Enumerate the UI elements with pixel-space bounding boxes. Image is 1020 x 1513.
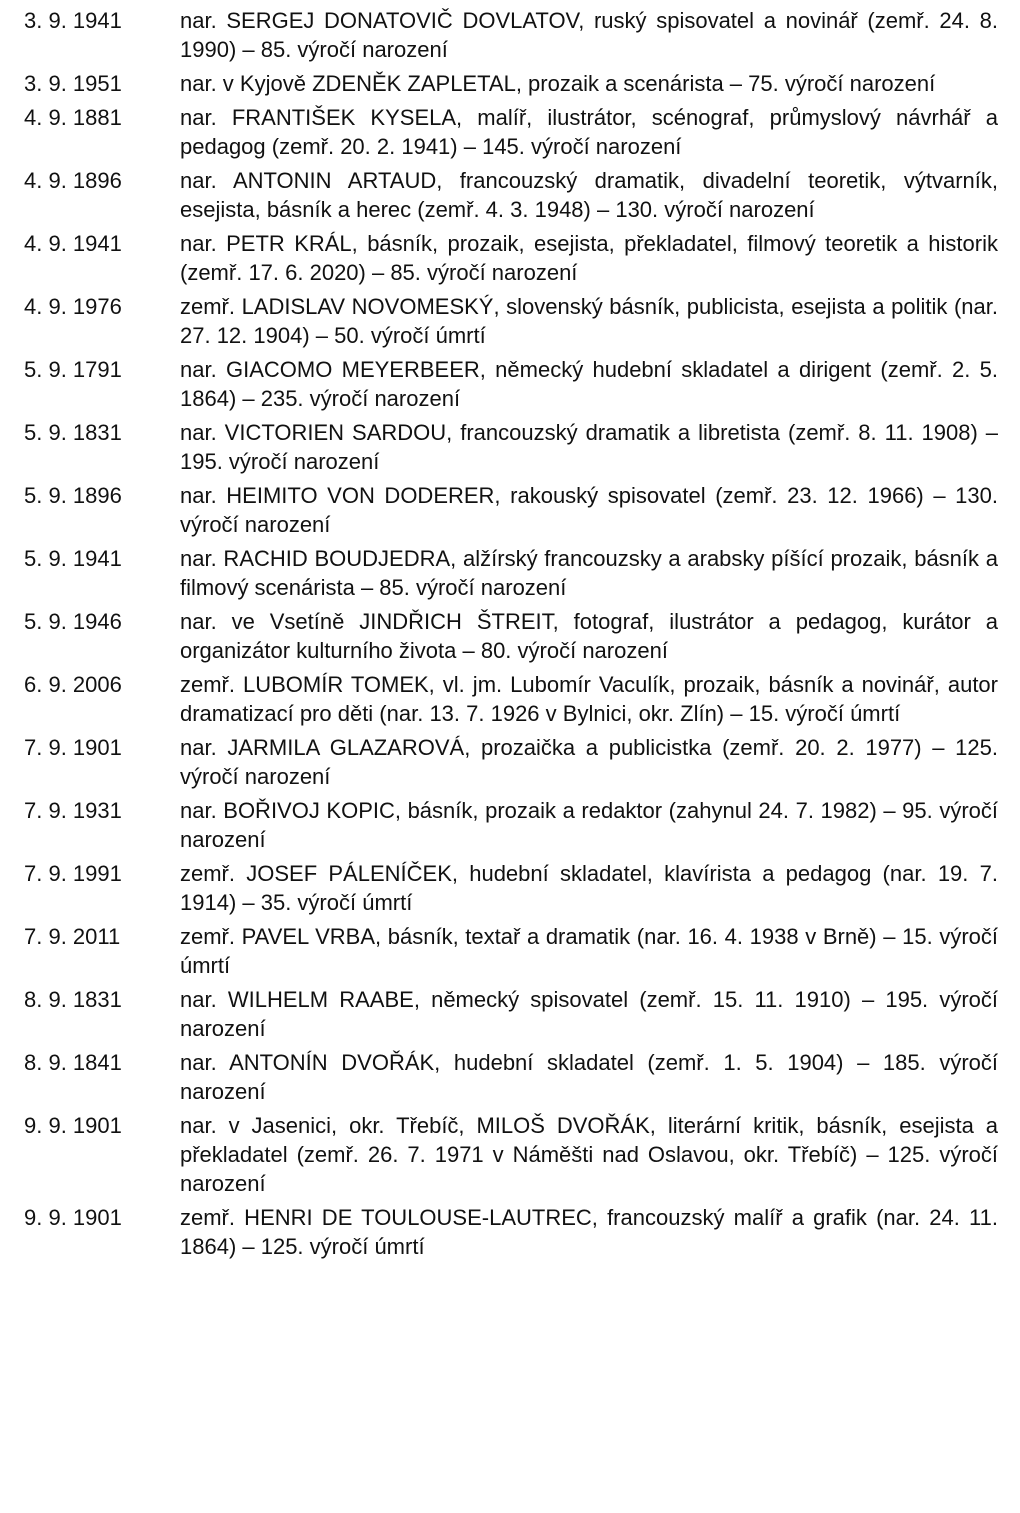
- entry-date: 5. 9. 1831: [24, 420, 122, 445]
- list-item: [0, 733, 1020, 791]
- list-item: [0, 1203, 1020, 1261]
- entry-date: 3. 9. 1951: [24, 71, 122, 96]
- list-item: [0, 418, 1020, 476]
- entry-text: nar. v Kyjově ZDENĚK ZAPLETAL, prozaik a scenárista – 75. výročí narození: [180, 71, 936, 96]
- entry-text: nar. HEIMITO VON DODERER, rakouský spisovatel (zemř. 23. 12. 1966) – 130. výročí narození: [180, 483, 998, 537]
- entry-text: nar. GIACOMO MEYERBEER, německý hudební skladatel a dirigent (zemř. 2. 5. 1864) – 235. výročí narození: [180, 357, 998, 411]
- entry-text: zemř. HENRI DE TOULOUSE-LAUTREC, francouzský malíř a grafik (nar. 24. 11. 1864) – 125. výročí úmrtí: [180, 1205, 998, 1259]
- entry-date: 5. 9. 1791: [24, 357, 122, 382]
- entry-date: 4. 9. 1941: [24, 231, 122, 256]
- list-item: [0, 481, 1020, 539]
- entry-date: 6. 9. 2006: [24, 672, 122, 697]
- entry-date: 9. 9. 1901: [24, 1205, 122, 1230]
- entry-text: nar. WILHELM RAABE, německý spisovatel (zemř. 15. 11. 1910) – 195. výročí narození: [180, 987, 998, 1041]
- entry-text: nar. VICTORIEN SARDOU, francouzský dramatik a libretista (zemř. 8. 11. 1908) – 195. výročí narození: [180, 420, 998, 474]
- entry-date: 8. 9. 1841: [24, 1050, 122, 1075]
- entry-text: nar. BOŘIVOJ KOPIC, básník, prozaik a redaktor (zahynul 24. 7. 1982) – 95. výročí narození: [180, 798, 998, 852]
- list-item: [0, 607, 1020, 665]
- entry-date: 7. 9. 1991: [24, 861, 122, 886]
- list-item: [0, 1111, 1020, 1198]
- list-item: [0, 670, 1020, 728]
- entry-date: 4. 9. 1881: [24, 105, 122, 130]
- entry-text: nar. PETR KRÁL, básník, prozaik, esejista, překladatel, filmový teoretik a historik (zemř. 17. 6. 2020) – 85. výročí narození: [180, 231, 998, 285]
- entry-date: 5. 9. 1941: [24, 546, 122, 571]
- list-item: [0, 229, 1020, 287]
- list-item: [0, 69, 1020, 98]
- entry-text: nar. JARMILA GLAZAROVÁ, prozaička a publicistka (zemř. 20. 2. 1977) – 125. výročí narození: [180, 735, 998, 789]
- entry-date: 3. 9. 1941: [24, 8, 122, 33]
- entry-date: 4. 9. 1976: [24, 294, 122, 319]
- entry-date: 5. 9. 1946: [24, 609, 122, 634]
- list-item: [0, 355, 1020, 413]
- entry-text: nar. ve Vsetíně JINDŘICH ŠTREIT, fotograf, ilustrátor a pedagog, kurátor a organizátor kulturního života – 80. výročí narození: [180, 609, 998, 663]
- entry-text: nar. v Jasenici, okr. Třebíč, MILOŠ DVOŘÁK, literární kritik, básník, esejista a překladatel (zemř. 26. 7. 1971 v Náměšti nad Oslavou, okr. Třebíč) – 125. výročí narození: [180, 1113, 998, 1196]
- list-item: [0, 796, 1020, 854]
- entry-text: nar. RACHID BOUDJEDRA, alžírský francouzsky a arabsky píšící prozaik, básník a filmový scenárista – 85. výročí narození: [180, 546, 998, 600]
- entry-date: 4. 9. 1896: [24, 168, 122, 193]
- entry-date: 7. 9. 1901: [24, 735, 122, 760]
- list-item: [0, 859, 1020, 917]
- list-item: [0, 985, 1020, 1043]
- list-item: [0, 6, 1020, 64]
- entry-text: nar. ANTONIN ARTAUD, francouzský dramatik, divadelní teoretik, výtvarník, esejista, básník a herec (zemř. 4. 3. 1948) – 130. výročí narození: [180, 168, 998, 222]
- entry-date: 5. 9. 1896: [24, 483, 122, 508]
- entry-text: zemř. JOSEF PÁLENÍČEK, hudební skladatel, klavírista a pedagog (nar. 19. 7. 1914) – 35. výročí úmrtí: [180, 861, 998, 915]
- list-item: [0, 166, 1020, 224]
- list-item: [0, 292, 1020, 350]
- list-item: [0, 922, 1020, 980]
- entry-date: 7. 9. 2011: [24, 924, 121, 949]
- entry-text: nar. SERGEJ DONATOVIČ DOVLATOV, ruský spisovatel a novinář (zemř. 24. 8. 1990) – 85. výročí narození: [180, 8, 998, 62]
- list-item: [0, 544, 1020, 602]
- list-item: [0, 103, 1020, 161]
- list-item: [0, 1048, 1020, 1106]
- entry-text: zemř. LADISLAV NOVOMESKÝ, slovenský básník, publicista, esejista a politik (nar. 27. 12. 1904) – 50. výročí úmrtí: [180, 294, 998, 348]
- entry-date: 7. 9. 1931: [24, 798, 122, 823]
- entry-date: 8. 9. 1831: [24, 987, 122, 1012]
- entry-text: nar. FRANTIŠEK KYSELA, malíř, ilustrátor, scénograf, průmyslový návrhář a pedagog (zemř. 20. 2. 1941) – 145. výročí narození: [180, 105, 998, 159]
- entry-text: zemř. LUBOMÍR TOMEK, vl. jm. Lubomír Vaculík, prozaik, básník a novinář, autor dramatizací pro děti (nar. 13. 7. 1926 v Bylnici, okr. Zlín) – 15. výročí úmrtí: [180, 672, 998, 726]
- entry-text: nar. ANTONÍN DVOŘÁK, hudební skladatel (zemř. 1. 5. 1904) – 185. výročí narození: [180, 1050, 998, 1104]
- entry-text: zemř. PAVEL VRBA, básník, textař a dramatik (nar. 16. 4. 1938 v Brně) – 15. výročí úmrtí: [180, 924, 998, 978]
- entry-date: 9. 9. 1901: [24, 1113, 122, 1138]
